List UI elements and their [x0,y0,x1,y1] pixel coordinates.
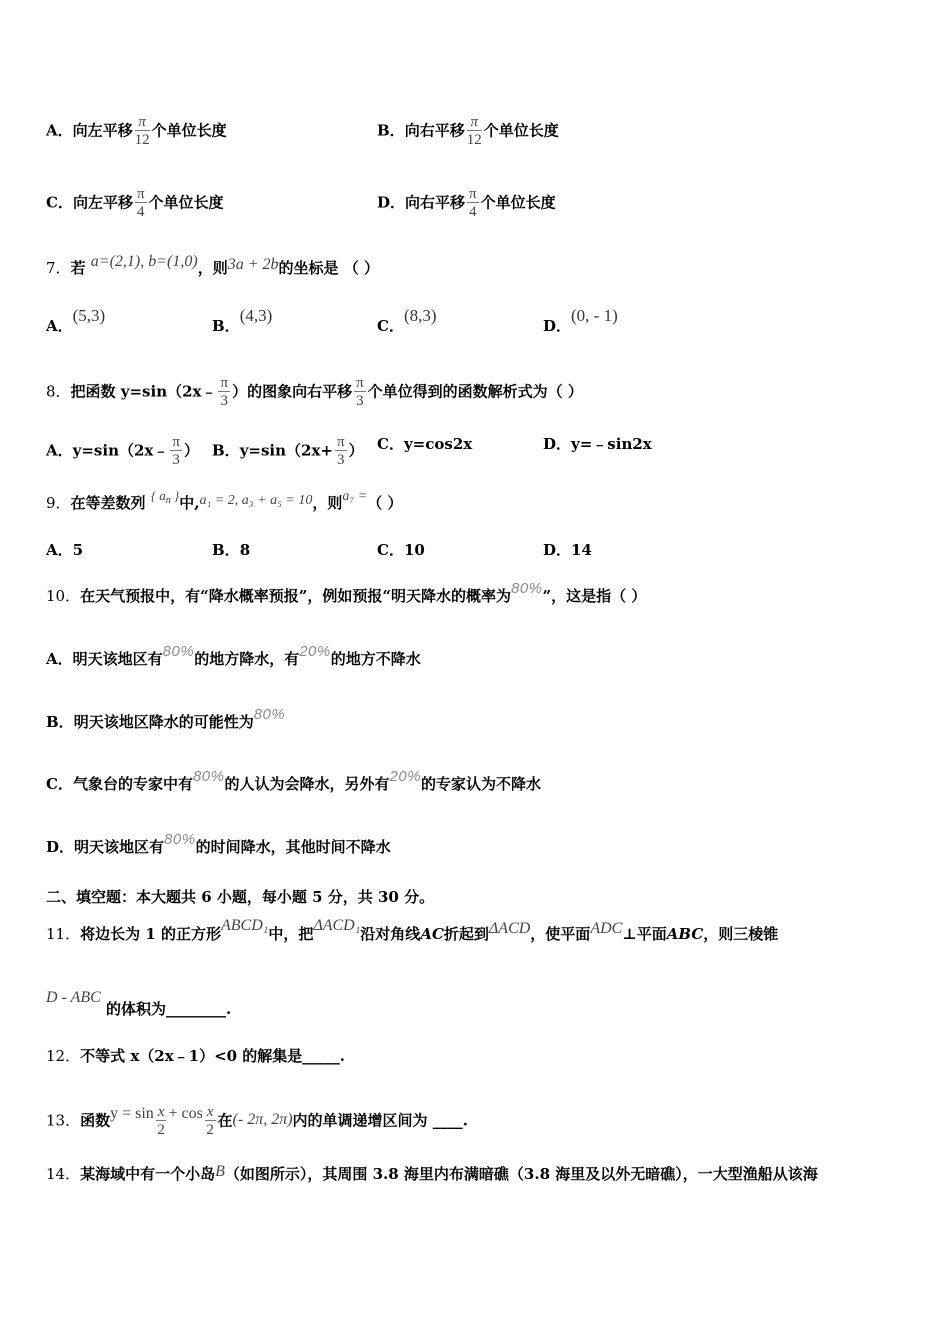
q6-option-c: C．向左平移 $\frac{\pi}{4}$ 个单位长度 [46,186,224,220]
fraction: $\frac{\pi}{12}$ [134,114,150,148]
fraction: $\frac{\pi}{4}$ [469,186,477,220]
question-9: 9．在等差数列 { $a_n$ }中,a₁ = 2, a₃ + a₅ = 10，则a₇ =（ ） [46,488,403,512]
q8-option-d: D．y=﹣sin2x [543,435,652,453]
fraction: $\frac{\pi}{4}$ [136,186,145,220]
section-heading: 二、填空题：本大题共 6 小题，每小题 5 分，共 30 分。 [46,888,435,906]
q10-option-d: D．明天该地区有80%的时间降水，其他时间不降水 [46,831,391,856]
sequence-symbol: { $a_n$ } [150,488,180,506]
q7-option-b: B．(4,3) [212,306,273,335]
question-12: 12．不等式 x（2x﹣1）<0 的解集是_____. [46,1047,346,1065]
question-13: 13．函数y = sin $\frac{x}{2}$ + cos $\frac{x}{2}$ 在(- 2π, 2π)内的单调递增区间为 ____. [46,1104,468,1138]
fraction: $\frac{x}{2}$ [157,1104,165,1138]
q10-option-b: B．明天该地区降水的可能性为80% [46,706,286,731]
fraction: $\frac{x}{2}$ [206,1104,214,1138]
question-14: 14．某海域中有一个小岛B（如图所示），其周围 3.8 海里内布满暗礁（3.8 海里及以外无暗礁），一大型渔船从该海 [46,1163,818,1183]
question-11: 11．将边长为 1 的正方形ABCD₁中，把ΔACD₁沿对角线AC折起到ΔACD，使平面ADC⊥平面ABC，则三棱锥 [46,917,779,943]
q10-option-c: C．气象台的专家中有80%的人认为会降水，另外有20%的专家认为不降水 [46,768,542,793]
fraction: $\frac{\pi}{3}$ [172,434,180,468]
fraction: $\frac{\pi}{3}$ [356,375,364,409]
question-10: 10．在天气预报中，有“降水概率预报”，例如预报“明天降水的概率为80%”，这是指（ ） [46,580,647,605]
q7-option-a: A．(5,3) [46,306,106,335]
q6-option-a: A．向左平移 $\frac{\pi}{12}$ 个单位长度 [46,114,227,148]
q6-option-b: B．向右平移 $\frac{\pi}{12}$ 个单位长度 [377,114,559,148]
q9-option-d: D．14 [543,541,592,559]
question-8: 8．把函数 y=sin（2x﹣ $\frac{\pi}{3}$ ）的图象向右平移 $\frac{\pi}{3}$ 个单位得到的函数解析式为（ ） [46,375,583,409]
q10-option-a: A．明天该地区有80%的地方降水，有20%的地方不降水 [46,643,421,668]
q9-option-c: C．10 [377,541,425,559]
fraction: $\frac{\pi}{3}$ [220,375,229,409]
q7-option-c: C．(8,3) [377,306,437,335]
q8-option-c: C．y=cos2x [377,435,473,453]
fraction: $\frac{\pi}{12}$ [466,114,482,148]
q7-option-d: D．(0, - 1) [543,306,618,335]
q8-option-a: A．y=sin（2x﹣ $\frac{\pi}{3}$ ） [46,434,199,468]
fraction: $\frac{\pi}{3}$ [336,434,345,468]
q8-option-b: B．y=sin（2x+ $\frac{\pi}{3}$ ） [212,434,364,468]
q9-option-a: A．5 [46,541,84,559]
question-7: 7．若 a=(2,1), b=(1,0)，则3a + 2b的坐标是 （ ） [46,253,379,277]
question-11-cont: D - ABC 的体积为________. [46,989,232,1018]
q6-option-d: D．向右平移 $\frac{\pi}{4}$ 个单位长度 [377,186,556,220]
q9-option-b: B．8 [212,541,251,559]
